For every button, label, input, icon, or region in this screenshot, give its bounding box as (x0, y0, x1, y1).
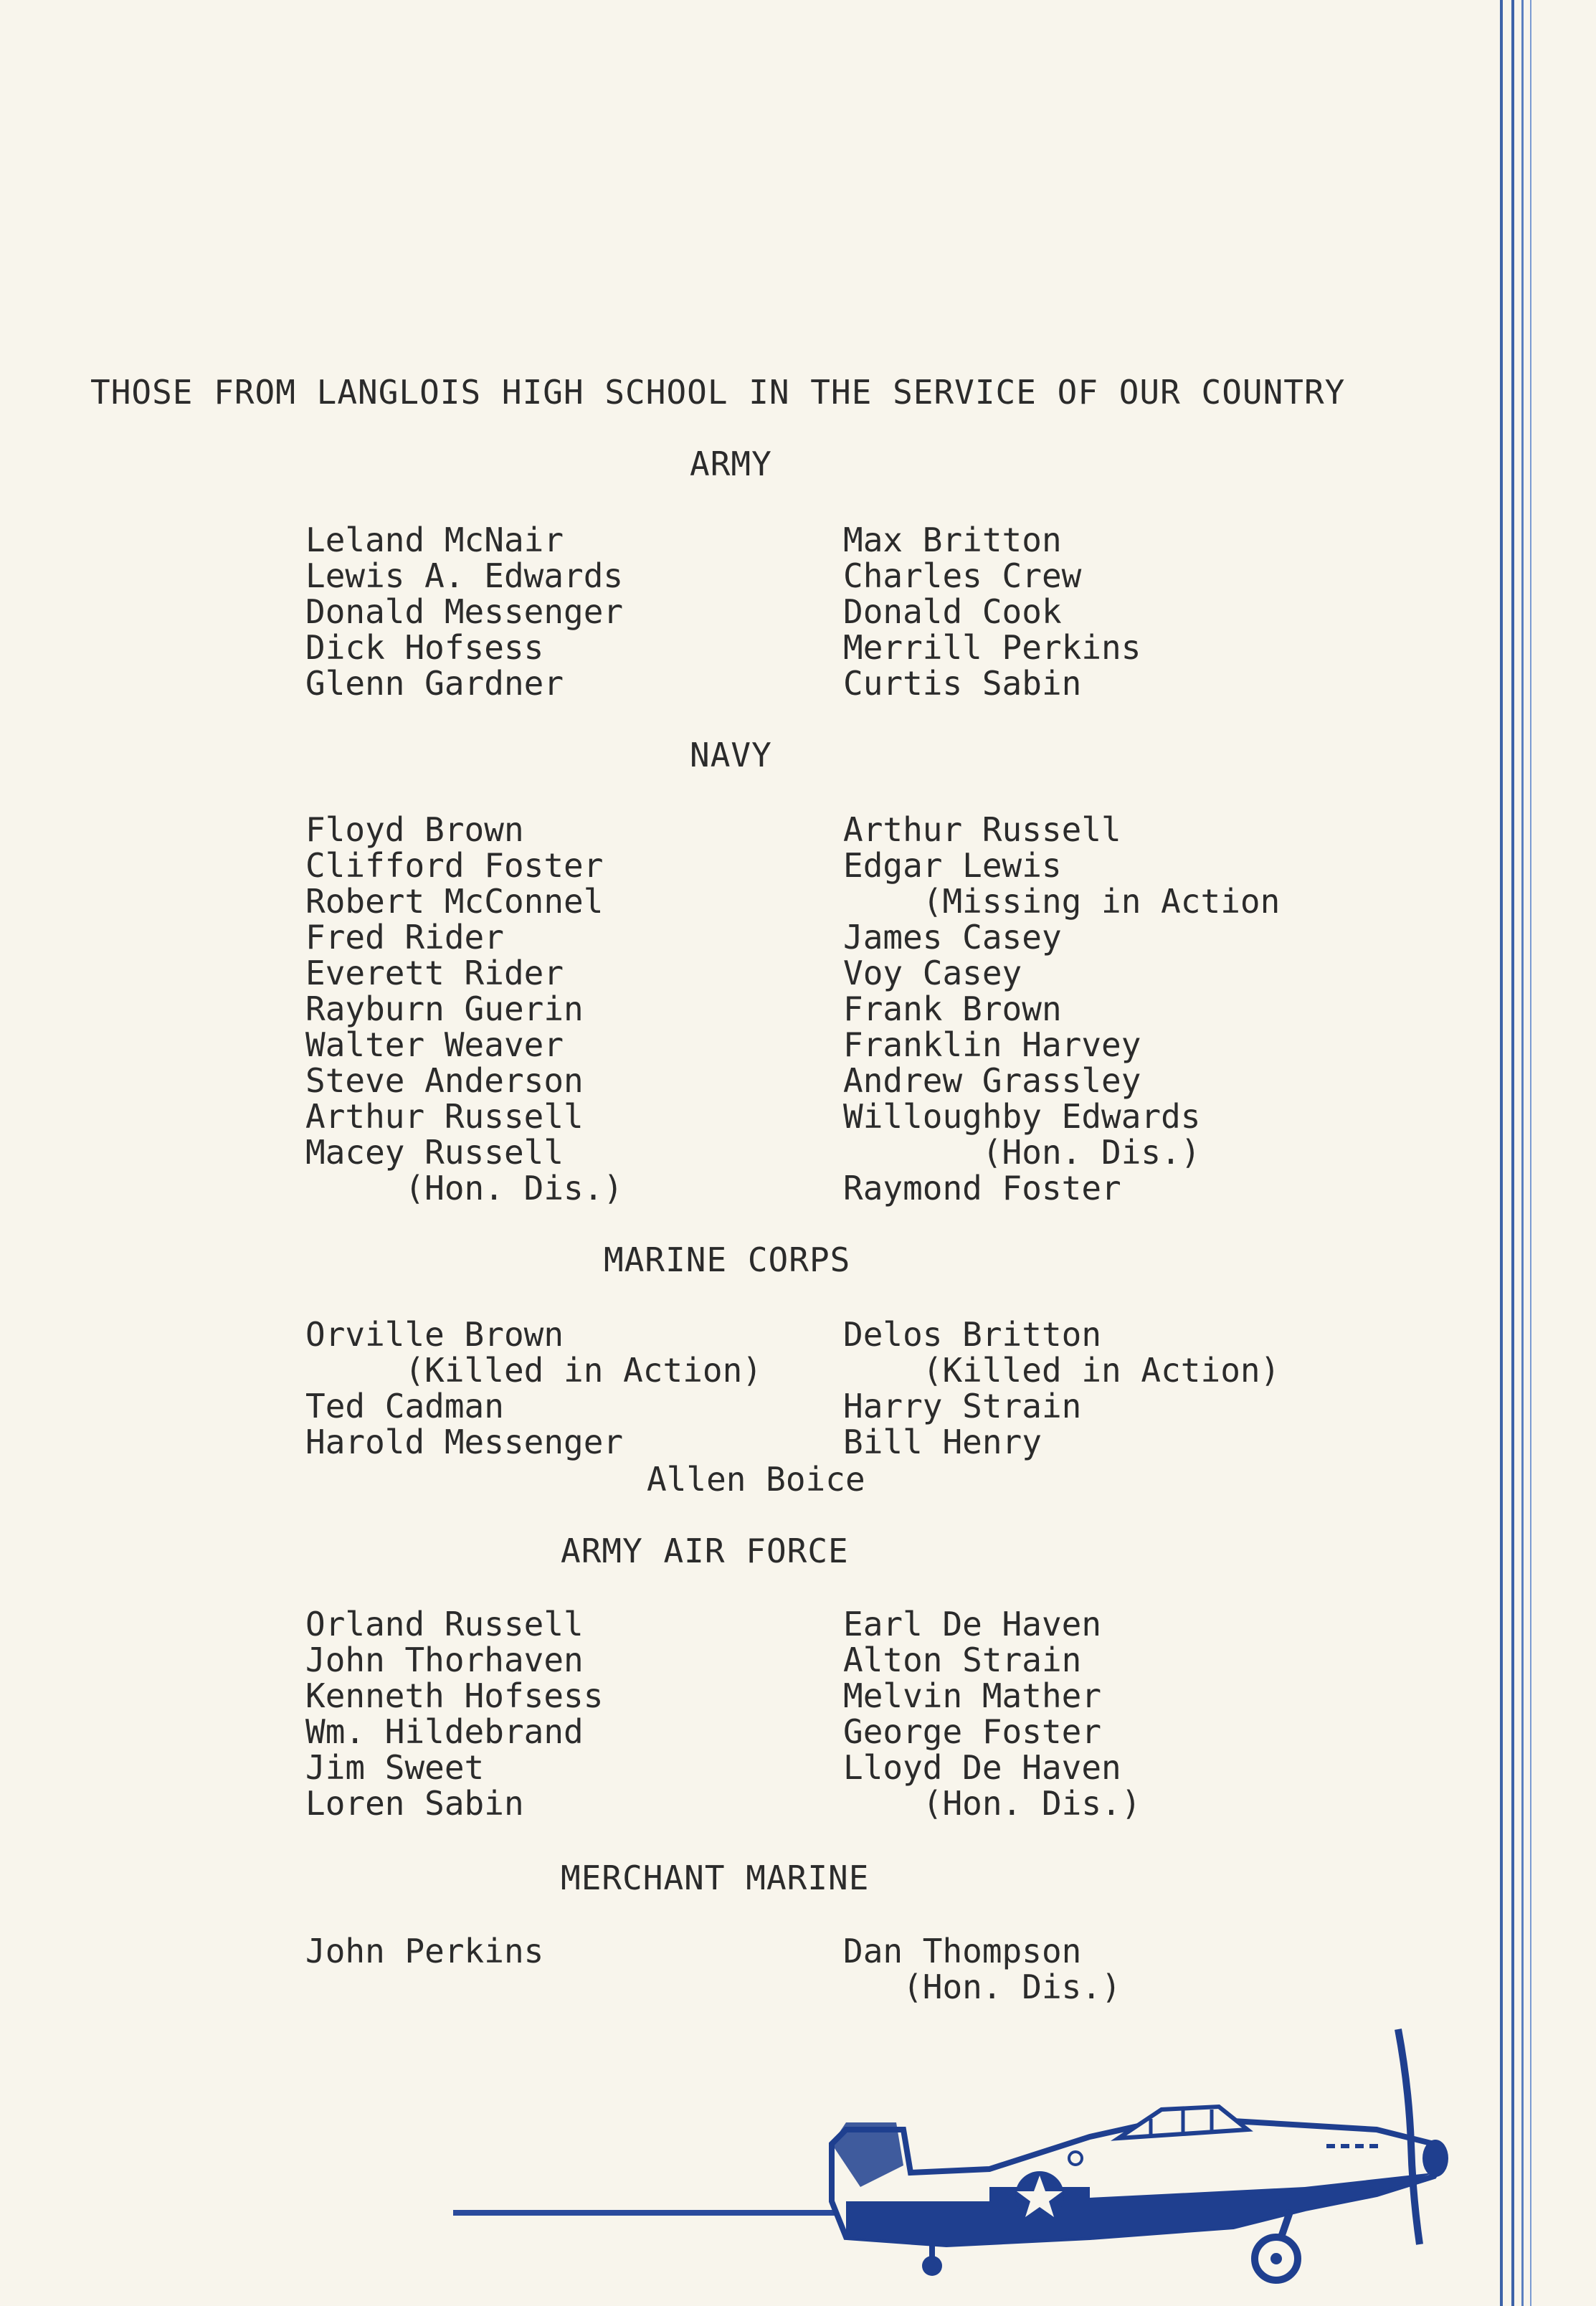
navy-left-list (305, 812, 623, 1206)
service-member-name: Steve Anderson (305, 1061, 584, 1100)
service-member-name: Floyd Brown (305, 810, 524, 849)
service-member-name: Earl De Haven (843, 1605, 1102, 1643)
service-member-name: Charles Crew (843, 556, 1082, 595)
service-member-name: Kenneth Hofsess (305, 1676, 604, 1715)
merchant-marine-heading: MERCHANT MARINE (561, 1859, 870, 1897)
service-member-name: Melvin Mather (843, 1676, 1102, 1715)
airplane-illustration (445, 2022, 1477, 2295)
service-note: (Hon. Dis.) (843, 1133, 1201, 1172)
marine-corps-heading: MARINE CORPS (604, 1240, 851, 1279)
service-member-name: Wm. Hildebrand (305, 1712, 584, 1751)
service-member-name: Harold Messenger (305, 1423, 624, 1461)
service-member-name: Rayburn Guerin (305, 990, 584, 1028)
service-member-name: George Foster (843, 1712, 1102, 1751)
service-member-name: Lewis A. Edwards (305, 556, 624, 595)
service-member-name: Ted Cadman (305, 1387, 504, 1425)
service-member-name: Frank Brown (843, 990, 1062, 1028)
service-member-name: Edgar Lewis (843, 846, 1062, 885)
service-member-name: Dan Thompson (843, 1932, 1082, 1970)
army-air-force-left-list (305, 1606, 603, 1821)
spinner-icon (1422, 2140, 1448, 2177)
service-note: (Hon. Dis.) (843, 1784, 1141, 1823)
marine-corps-right-list (843, 1316, 1280, 1460)
army-right-list (843, 522, 1141, 701)
army-heading: ARMY (690, 445, 772, 483)
marine-corps-center-name: Allen Boice (647, 1460, 865, 1499)
service-member-name: Merrill Perkins (843, 628, 1141, 667)
service-member-name: Donald Cook (843, 592, 1062, 631)
border-line (1530, 0, 1531, 2306)
service-member-name: Clifford Foster (305, 846, 604, 885)
service-member-name: Arthur Russell (843, 810, 1121, 849)
service-member-name: Macey Russell (305, 1133, 564, 1172)
service-member-name: Everett Rider (305, 954, 564, 992)
border-line (1511, 0, 1514, 2306)
service-note: (Killed in Action) (843, 1351, 1281, 1390)
service-member-name: Loren Sabin (305, 1784, 524, 1823)
service-member-name: Raymond Foster (843, 1169, 1121, 1207)
service-member-name: Dick Hofsess (305, 628, 544, 667)
service-member-name: Arthur Russell (305, 1097, 584, 1136)
border-line (1521, 0, 1524, 2306)
service-member-name: Orville Brown (305, 1315, 564, 1354)
service-member-name: Bill Henry (843, 1423, 1042, 1461)
service-member-name: Andrew Grassley (843, 1061, 1141, 1100)
service-member-name: Jim Sweet (305, 1748, 485, 1787)
service-member-name: Donald Messenger (305, 592, 624, 631)
service-note: (Hon. Dis.) (843, 1968, 1121, 2006)
navy-heading: NAVY (690, 736, 772, 774)
navy-right-list (843, 812, 1280, 1206)
service-member-name: Delos Britton (843, 1315, 1102, 1354)
merchant-marine-left-list (305, 1933, 543, 1969)
service-member-name: Orland Russell (305, 1605, 584, 1643)
army-air-force-right-list (843, 1606, 1141, 1821)
service-member-name: Alton Strain (843, 1641, 1082, 1679)
service-member-name: Leland McNair (305, 521, 564, 559)
army-left-list (305, 522, 623, 701)
service-member-name: Robert McConnel (305, 882, 604, 921)
service-note: (Killed in Action) (305, 1351, 762, 1390)
service-member-name: Fred Rider (305, 918, 504, 957)
page-title: THOSE FROM LANGLOIS HIGH SCHOOL IN THE SERVICE OF OUR COUNTRY (90, 373, 1346, 412)
marine-corps-left-list (305, 1316, 762, 1460)
service-note: (Hon. Dis.) (305, 1169, 624, 1207)
service-member-name: Voy Casey (843, 954, 1022, 992)
service-member-name: John Thorhaven (305, 1641, 584, 1679)
border-line (1500, 0, 1503, 2306)
runway-line (453, 2210, 855, 2216)
service-member-name: Franklin Harvey (843, 1025, 1141, 1064)
service-member-name: Lloyd De Haven (843, 1748, 1121, 1787)
service-member-name: Harry Strain (843, 1387, 1082, 1425)
army-air-force-heading: ARMY AIR FORCE (561, 1532, 849, 1570)
service-member-name: Willoughby Edwards (843, 1097, 1201, 1136)
service-member-name: Walter Weaver (305, 1025, 564, 1064)
merchant-marine-right-list (843, 1933, 1121, 2005)
service-member-name: John Perkins (305, 1932, 544, 1970)
service-member-name: Max Britton (843, 521, 1062, 559)
service-member-name: James Casey (843, 918, 1062, 957)
service-member-name: Curtis Sabin (843, 664, 1082, 703)
service-member-name: Glenn Gardner (305, 664, 564, 703)
service-note: (Missing in Action (843, 882, 1281, 921)
